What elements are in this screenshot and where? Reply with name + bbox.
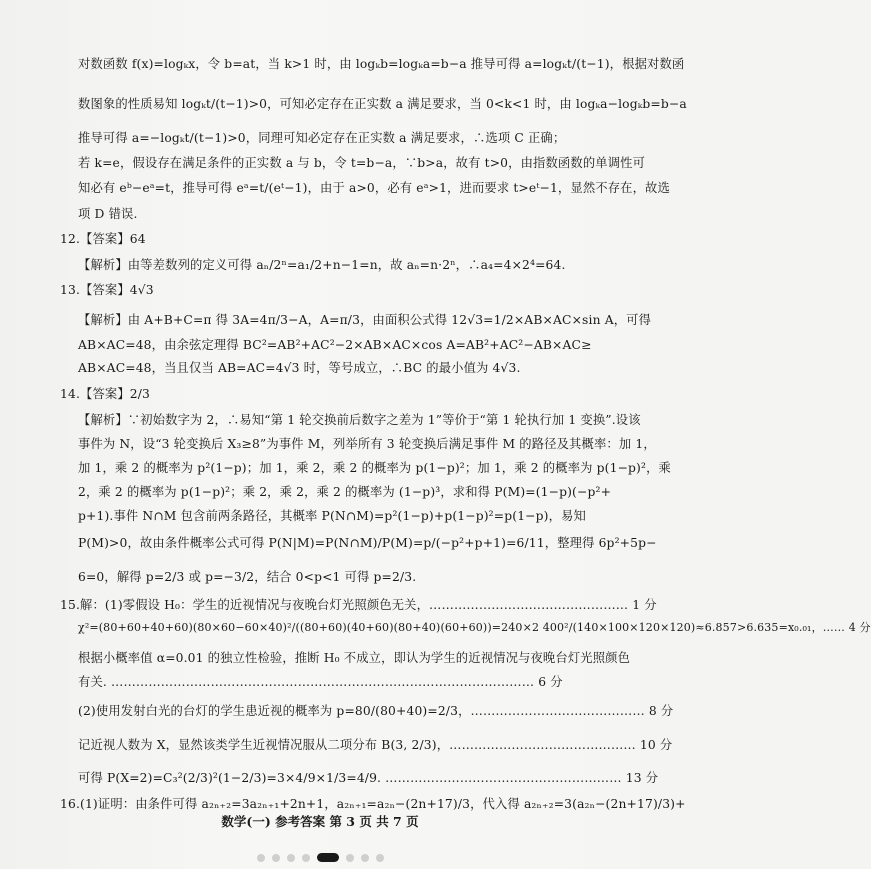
text-line: 记近视人数为 X，显然该类学生近视情况服从二项分布 B(3, 2/3)，……………………………………… 10 分 bbox=[78, 738, 673, 752]
text-line: 16.(1)证明：由条件可得 a₂ₙ₊₂=3a₂ₙ₊₁+2n+1，a₂ₙ₊₁=a₂ₙ−(2n+17)/3，代入得 a₂ₙ₊₂=3(a₂ₙ−(2n+17)/3)+ bbox=[60, 797, 686, 811]
text-line: AB×AC=48，由余弦定理得 BC²=AB²+AC²−2×AB×AC×cos A=AB²+AC²−AB×AC≥ bbox=[78, 338, 592, 352]
text-line: 【解析】由等差数列的定义可得 aₙ/2ⁿ=a₁/2+n−1=n，故 aₙ=n·2ⁿ，∴a₄=4×2⁴=64. bbox=[78, 258, 566, 272]
text-line: 2，乘 2 的概率为 p(1−p)²；乘 2，乘 2，乘 2 的概率为 (1−p)³，求和得 P(M)=(1−p)(−p²+ bbox=[78, 485, 612, 499]
page-dot[interactable] bbox=[302, 854, 310, 862]
text-line: 【解析】由 A+B+C=π 得 3A=4π/3−A，A=π/3，由面积公式得 12√3=1/2×AB×AC×sin A，可得 bbox=[78, 313, 652, 327]
text-line: 推导可得 a=−logₖt/(t−1)>0，同理可知必定存在正实数 a 满足要求，∴选项 C 正确； bbox=[78, 131, 566, 145]
text-line: 知必有 eᵇ−eᵃ=t，推导可得 eᵃ=t/(eᵗ−1)，由于 a>0，必有 eᵃ>1，进而要求 t>eᵗ−1，显然不存在，故选 bbox=[78, 181, 670, 195]
text-line: 事件为 N，设“3 轮变换后 X₃≥8”为事件 M，列举所有 3 轮变换后满足事件 M 的路径及其概率：加 1， bbox=[78, 437, 656, 451]
text-line: 数图象的性质易知 logₖt/(t−1)>0，可知必定存在正实数 a 满足要求，当 0<k<1 时，由 logₖa−logₖb=b−a bbox=[78, 97, 687, 111]
text-line: 若 k=e，假设存在满足条件的正实数 a 与 b，令 t=b−a，∵b>a，故有 t>0，由指数函数的单调性可 bbox=[78, 156, 646, 170]
text-line: 13.【答案】4√3 bbox=[60, 283, 154, 297]
text-line: 加 1，乘 2 的概率为 p²(1−p)；加 1，乘 2，乘 2 的概率为 p(1−p)²；加 1，乘 2 的概率为 p(1−p)²，乘 bbox=[78, 461, 671, 475]
page-dot-active[interactable] bbox=[317, 853, 339, 862]
text-line: 15.解：(1)零假设 H₀：学生的近视情况与夜晚台灯光照颜色无关，………………………………………… 1 分 bbox=[60, 598, 657, 612]
page-dot[interactable] bbox=[257, 854, 265, 862]
page-dot[interactable] bbox=[376, 854, 384, 862]
text-line: 6=0，解得 p=2/3 或 p=−3/2，结合 0<p<1 可得 p=2/3. bbox=[78, 570, 417, 584]
text-line: 项 D 错误. bbox=[78, 207, 138, 221]
page-dot[interactable] bbox=[287, 854, 295, 862]
text-line: 可得 P(X=2)=C₃²(2/3)²(1−2/3)=3×4/9×1/3=4/9. ………………………………………………… 13 分 bbox=[78, 771, 659, 785]
page-indicator[interactable] bbox=[0, 853, 640, 862]
text-line: p+1).事件 N∩M 包含前两条路径，其概率 P(N∩M)=p²(1−p)+p(1−p)²=p(1−p)，易知 bbox=[78, 509, 586, 523]
text-line: (2)使用发射白光的台灯的学生患近视的概率为 p=80/(80+40)=2/3，…………………………………… 8 分 bbox=[78, 704, 674, 718]
page-footer: 数学(一) 参考答案 第 3 页 共 7 页 bbox=[221, 814, 419, 829]
page-dot[interactable] bbox=[346, 854, 354, 862]
page-dot[interactable] bbox=[272, 854, 280, 862]
text-line: χ²=(80+60+40+60)(80×60−60×40)²/((80+60)(40+60)(80+40)(60+60))=240×2 400²/(140×100×120×120)≈6.857>6.635=x₀.₀₁，…… 4 分 bbox=[78, 621, 871, 634]
text-line: AB×AC=48，当且仅当 AB=AC=4√3 时，等号成立，∴BC 的最小值为 4√3. bbox=[78, 361, 521, 375]
text-line: 14.【答案】2/3 bbox=[60, 387, 151, 401]
text-line: 【解析】∵初始数字为 2，∴易知“第 1 轮交换前后数字之差为 1”等价于“第 1 轮执行加 1 变换”.设该 bbox=[78, 413, 641, 427]
page-dot[interactable] bbox=[361, 854, 369, 862]
text-line: 对数函数 f(x)=logₖx，令 b=at，当 k>1 时，由 logₖb=logₖa=b−a 推导可得 a=logₖt/(t−1)，根据对数函 bbox=[78, 57, 685, 71]
text-line: 12.【答案】64 bbox=[60, 232, 146, 246]
text-line: 有关. ………………………………………………………………………………………… 6 分 bbox=[78, 675, 563, 689]
text-line: P(M)>0，故由条件概率公式可得 P(N|M)=P(N∩M)/P(M)=p/(−p²+p+1)=6/11，整理得 6p²+5p− bbox=[78, 536, 657, 550]
text-line: 根据小概率值 α=0.01 的独立性检验，推断 H₀ 不成立，即认为学生的近视情况与夜晚台灯光照颜色 bbox=[78, 651, 631, 665]
